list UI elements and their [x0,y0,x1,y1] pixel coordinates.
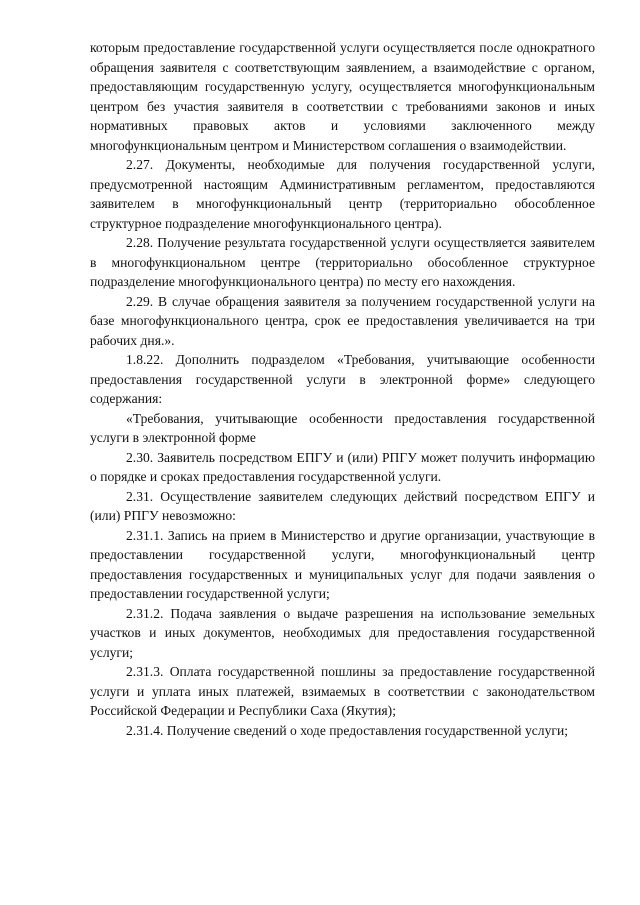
paragraph-2-31-4: 2.31.4. Получение сведений о ходе предоставления государственной услуги; [126,722,569,738]
paragraph-1-8-22: 1.8.22. Дополнить подразделом «Требования, учитывающие особенности предоставления государственной услуги в электронной форме» следующего содержания: [90,352,595,406]
paragraph-2-31-1: 2.31.1. Запись на прием в Министерство и другие организации, участвующие в предоставлении государственной услуги, многофункциональный центр предоставления государственных и муниципальных услуг для подачи заявления о предоставлении государственной услуги; [90,527,595,601]
paragraph-continuation: которым предоставление государственной услуги осуществляется после однократного обращения заявителя с соответствующим заявлением, а взаимодействие с органом, предоставляющим государственную услугу, осуществляется многофункциональным центром без участия заявителя в соответствии с требованиями законов и иных нормативных правовых актов и условиями заключенного между многофункциональным центром и Министерством соглашения о взаимодействии. [90,40,595,153]
paragraph-2-30: 2.30. Заявитель посредством ЕПГУ и (или) РПГУ может получить информацию о порядке и сроках предоставления государственной услуги. [90,449,595,484]
paragraph-2-27: 2.27. Документы, необходимые для получения государственной услуги, предусмотренной настоящим Административным регламентом, предоставляются заявителем в многофункциональный центр (территориально обособленное структурное подразделение многофункционального центра). [90,157,595,231]
paragraph-subsection-title: «Требования, учитывающие особенности предоставления государственной услуги в электронной форме [90,410,595,445]
paragraph-2-28: 2.28. Получение результата государственной услуги осуществляется заявителем в многофункциональном центре (территориально обособленное структурное подразделение многофункционального центра) по месту его нахождения. [90,235,595,289]
paragraph-2-31-3: 2.31.3. Оплата государственной пошлины за предоставление государственной услуги и уплата иных платежей, взимаемых в соответствии с законодательством Российской Федерации и Республики Саха (Якутия); [90,664,595,718]
paragraph-2-31: 2.31. Осуществление заявителем следующих действий посредством ЕПГУ и (или) РПГУ невозможно: [90,488,595,523]
document-page [90,38,595,740]
paragraph-2-31-2: 2.31.2. Подача заявления о выдаче разрешения на использование земельных участков и иных документов, необходимых для предоставления государственной услуги; [90,605,595,660]
paragraph-2-29: 2.29. В случае обращения заявителя за получением государственной услуги на базе многофункционального центра, срок ее предоставления увеличивается на три рабочих дня.». [90,293,595,348]
